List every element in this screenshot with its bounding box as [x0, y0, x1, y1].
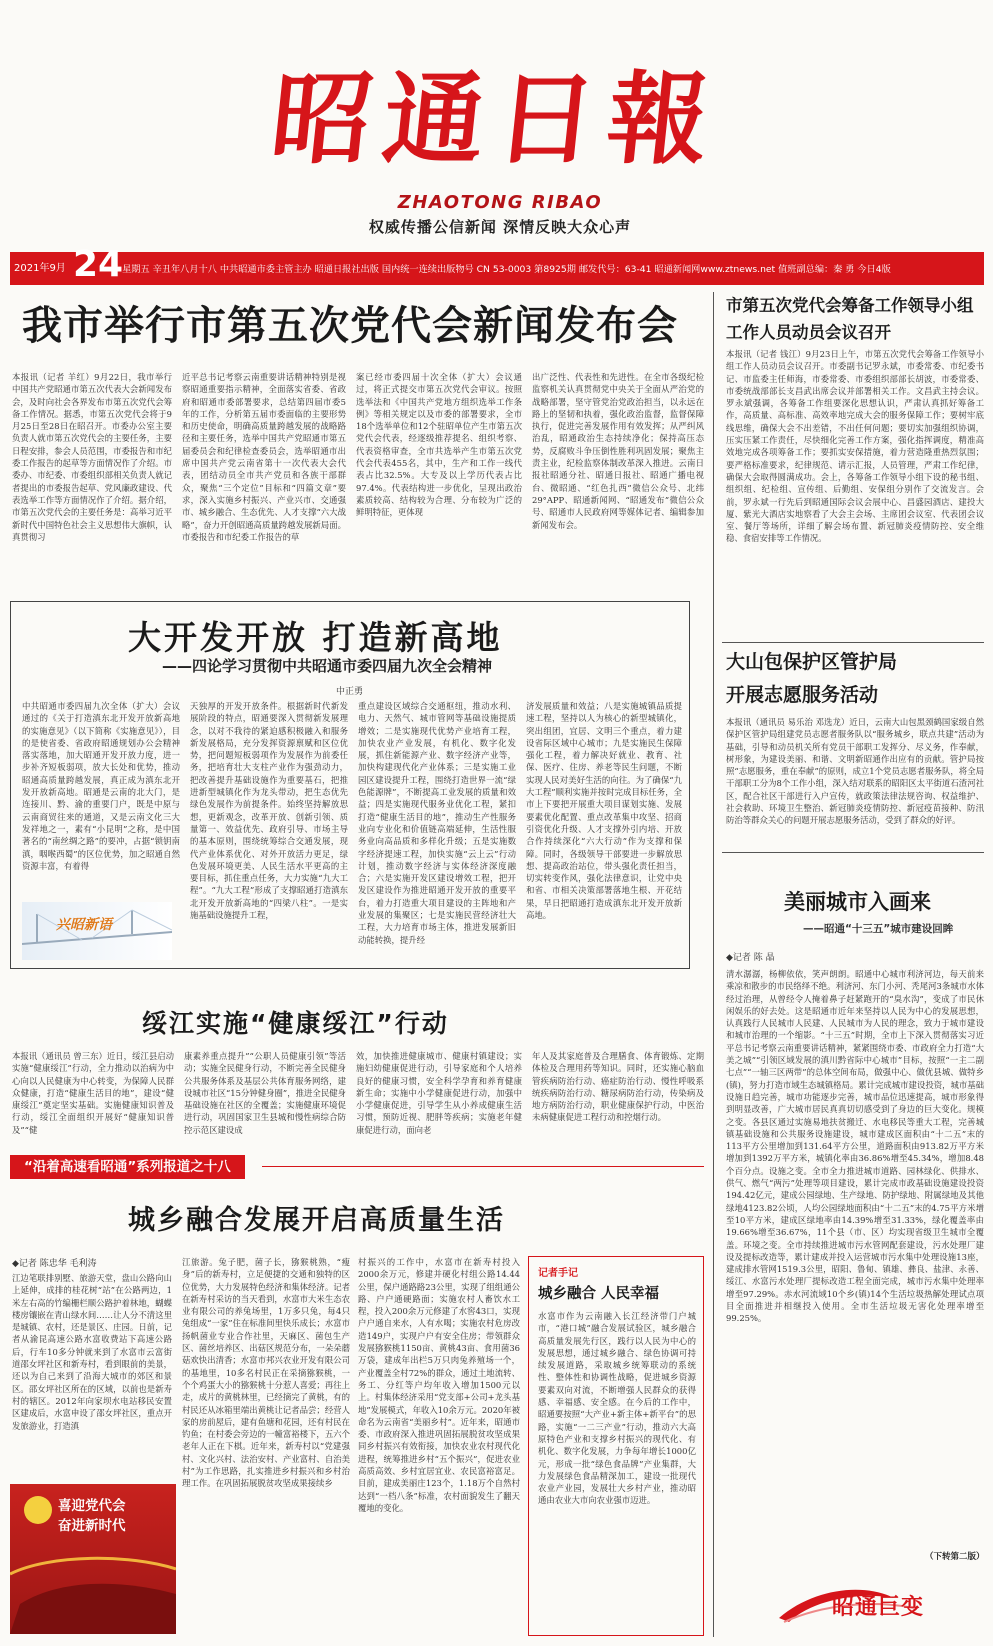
- city-reporter: ◆记者 陈 晶: [726, 953, 775, 963]
- lead-col-4: 出广泛性、代表性和先进性。在全市各级纪检监察机关认真贯彻党中央关于全面从严治党的战略部署，坚守管党治党政治担当，以永远在路上的坚韧和执着，强化政治监督，监督保障执行，促进完善发展作用有效发挥；从严纠风治乱，昭通政治生态持续净化；保持高压态势，反腐败斗争压倒性胜利巩固发展；聚焦主责主业，纪检监察体制改革深入推进。云南日报社昭通分社、昭通日报社、昭通广播电视台、微昭通、“红色扎西”微信公众号、北纬29°APP、昭通新闻网、“昭通发布”微信公众号、昭通市人民政府网等媒体记者、编辑参加新闻发布会。: [532, 372, 704, 530]
- column-divider: [713, 292, 714, 1637]
- editorial-col-4: 济发展质量和效益；八是实施城镇品质提速工程，坚持以人为核心的新型城镇化，突出组团，宜居、文明三个重点，着力建设省际区域中心城市；九是实施民生保障强化工程，着力解决好就业、教育、社保、医疗、住房、养老等民生问题，不断实现人民对美好生活的向往。为了确保“九大工程”顺利实施并按时完成目标任务，全市上下要把开展重大项目谋划实施、发展要素优化配置、重点改革集中攻坚、招商引资优化升级、人才支撑外引内培、开放合作持续深化“六大行动”作为支撑和保障。同时，各级领导干部要进一步解放思想、提高政治站位，带头强化责任担当，切实转变作风，强化法律意识，让党中央和省、市相关决策部署落地生根、开花结果，早日把昭通打造成滇东北开发开放新高地。: [526, 701, 682, 921]
- note-tag: 记者手记: [538, 1268, 578, 1279]
- side-rule-2: [722, 852, 984, 853]
- side1-headline: 市第五次党代会筹备工作领导小组 工作人员动员会议召开: [726, 296, 974, 342]
- side1-text: 本报讯（记者 钱江）9月23日上午，市第五次党代会筹备工作领导小组工作人员动员会议召开。市委副书记罗永斌，市委常委、市纪委书记、市监委主任师海，市委常委、市委组织部部长胡波，市委常委、市委统战部部长支昌武出席会议并部署相关工作。文昌武主持会议。罗永斌强调，各筹备工作组要深化思想认识，严肃认真抓好筹备工作，高质量、高标准、高效率地完成大会的服务保障工作；要树牢底线思维，确保大会不出差错，不出任何问题；要切实加强组织协调，压实压紧工作责任，尽快细化完善工作方案，强化指挥调度，精准高效地完成各项筹备工作；要抓实安保措施，着力营造隆重热烈氛围；要严格标准要求，纪律规范、请示汇报，人员管理，严肃工作纪律，确保大会取得圆满成功。会上，各筹备工作领导小组下设的秘书组、组织组、纪检组、宣传组、后勤组、安保组分别作了交流发言。会前，罗永斌一行先后到昭通国际会议会展中心、昌盛园酒店、建投大厦、紫光大酒店实地察看了大会主会场、主席团会议室、代表团会议室、餐厅等场所，详细了解会场布置、新冠肺炎疫情防控、安全维稳、食宿安排等工作情况。: [726, 349, 984, 544]
- city-subhead: ——昭通“十三五”城市建设回眸: [803, 923, 954, 935]
- series-tag: “沿着高速看昭通”系列报道之十八: [10, 1155, 245, 1179]
- city-text: 清水潺潺，杨柳依依，笑声朗朗。昭通中心城市利济河边，每天前来乘凉和散步的市民络绎不绝。利济河、东门小河、秃尾河3条城市水体经过治理，从曾经令人掩着鼻子赶紧跑开的“臭水沟”，变成了市民休闲娱乐的好去处。这是昭通市近年来坚持以人民为中心的发展思想，认真践行人民城市人民建、人民城市为人民的理念，致力于城市建设和城市治理的一个缩影。“十三五”时期，全市上下深入贯彻落实习近平总书记考察云南重要讲话精神，紧紧围绕市委、市政府全力打造“大美之城”“引领区域发展的滇川黔省际中心城市”目标，按照“一主二副七点”“一轴三区两带”的总体空间布局，做强中心、做优县城、做特乡(镇)，努力打造市域生态城镇格局。累计完成城市建设投资，城市基础设施日趋完善，城市功能逐步完善，城市品位迅速提高，城市形象得到明显改善，广大城市居民真真切切感受到了身边的巨大变化。规模之变。各县区通过实施易地扶贫搬迁、水电移民等重大工程，完善城镇基础设施和公共服务设施建设，城市建成区面积由“十二五”末的113平方公里增加到131.64平方公里，道路面积由913.82万平方米增加到1392万平方米，城镇化率由36.86%增至45.34%，增加8.48个百分点。设施之变。全市全力推进城市道路、园林绿化、供排水、供气、燃气“两污”处理等项目建设，累计完成市政基础设施建设投资194.42亿元，建成公园绿地、生产绿地、防护绿地、附属绿地及其他绿地4123.82公顷，人均公园绿地面积由“十二五”末的4.75平方米增至10平方米，建成区绿地率由14.39%增至31.33%，绿化覆盖率由19.66%增至36.67%，11个县（市、区）均实现省级卫生城市全覆盖。环境之变。全市持续推进城市污水管网配套建设，污水处理厂建设及提标改造等，累计建成并投入运营城市污水集中处理设施13座，建成排水管网1519.3公里，昭阳、鲁甸、镇雄、彝良、盐津、永善、绥江、水富污水处理厂提标改造工程全面完成，城市污水集中处理率增至97.29%。赤水河流域10个乡(镇)14个生活垃圾热解处理试点项目全面推进并相继投入使用。全市生活垃圾无害化处理率增至99.25%。: [726, 969, 984, 1324]
- city-headline: 美丽城市入画来: [784, 890, 931, 914]
- side2-headline: 大山包保护区管护局 开展志愿服务活动: [726, 651, 898, 706]
- continued-note: （下转第二版）: [925, 1552, 985, 1562]
- note-headline: 城乡融合 人民幸福: [538, 1286, 660, 1302]
- issue-info: 日 星期五 辛丑年八月十八 中共昭通市委主管主办 昭通日报社出版 国内统一连续出版物号 CN 53-0003 第8925期 邮发代号：63-41 昭通新闻网www.ztnews.net 值班副总编：秦 勇 今日4版: [110, 264, 891, 275]
- lead-col-2: 近平总书记考察云南重要讲话精神特别是视察昭通重要指示精神，全面落实省委、省政府和昭通市委部署要求，总结第四届市委5年的工作，分析第五届市委面临的主要形势和历史使命，明确高质量跨越发展的战略路径和主要任务，选举中国共产党昭通市第五届委员会和纪律检查委员会，选举昭通市出席中国共产党云南省第十一次代表大会代表，团结动员全市共产党员和各族干部群众，聚焦“三个定位”目标和“四篇文章”要求，深入实施乡村振兴、产业兴市、交通强市、城乡融合、生态优先、人才支撑“六大战略”，奋力开创昭通高质量跨越发展新局面。市委报告和市纪委工作报告的草: [182, 372, 346, 542]
- note-text: 水富市作为云南融入长江经济带门户城市，“港口城”融合发展试验区，城乡融合高质量发展先行区，践行以人民为中心的发展思想，通过城乡融合、绿色协调可持续发展道路，采取城乡统筹联动的系统性、整体性和协调性战略，促进城乡资源要素双向对流，不断增强人民群众的获得感、幸福感、安全感。在今后的工作中，昭通要按照“大产业+新主体+新平台”的思路，实施“一二三产业”行动，推动六大高原特色产业和支撑乡村振兴的现代化、有机化、数字化发展，力争每年增长1000亿元，形成一批“绿色食品牌”产业集群，大力发展绿色食品精深加工，建设一批现代农业产业园，发展壮大乡村产业，推动昭通由农业大市向农业强市迈进。: [538, 1311, 696, 1506]
- suijiang-col-2: 康素养重点提升”“公职人员健康引领”等活动；实施全民健身行动，不断完善全民健身公共服务体系及基层公共体育服务网络，建设城市社区“15分钟健身圈”，推进全民健身基础设施在社区的全覆盖；实施健康环境促进行动，巩固国家卫生县城和慢性病综合防控示范区建设成: [184, 1051, 346, 1135]
- side2-text: 本报讯（通讯员 易乐治 邓选龙）近日，云南大山包黑颈鹤国家级自然保护区管护局组建党员志愿者服务队以“服务城乡，联点共建”活动为基础，引导和动员机关所有党员干部职工发挥分、尽义务，作奉献，树形象，为建设美丽、和谐、文明新昭通作出应有的贡献。管护局按照“志愿服务，重在奉献”的原则，成立1个党员志愿者服务队，将全局干部职工分为8个工作小组，深入结对联系的昭阳区太平街道石渣河社区，配合社区干部进行入户宣传，就政策法律法规咨询、权益维护、社会救助、环境卫生整治、新冠肺炎疫情防控、新冠疫苗接种、防汛防治等群众关心的问题开展志愿服务活动，受到了群众的好评。: [726, 717, 984, 826]
- editorial-logo-text: 兴昭新语: [56, 917, 112, 933]
- suijiang-col-4: 年人及其家庭普及合理膳食、体育锻炼、定期体检及合理用药等知识。同时，还实施心脑血管疾病防治行动、癌症防治行动、慢性呼吸系统疾病防治行动、糖尿病防治行动，传染病及地方病防治行动，职业健康保护行动，中医治未病健康促进工程行动和控烟行动。: [532, 1051, 704, 1123]
- masthead-title: 昭通日報: [265, 60, 727, 178]
- city-logo-text: 昭通巨变: [832, 1595, 925, 1620]
- editorial-col-3: 重点建设区域综合交通枢纽，推动水利、电力、天然气、城市管网等基础设施提质增效；二是实施现代优势产业培育工程，加快农业产业发展，有机化、数字化发展，抓住新能源产业、数字经济产业等，加快构建现代化产业体系；三是实施工业园区建设提升工程，围绕打造世界一流“绿色能源牌”，不断提高工业发展的质量和效益；四是实施现代服务业优化工程，紧扣打造“健康生活目的地”，推动生产性服务业向专业化和价值链高端延伸，生活性服务业向高品质和多样化升级；五是实施数字经济提速工程，加快实施“云上云”行动计划，推动数字经济与实体经济深度融合；六是实施开发区建设增效工程，把开发区建设作为推进昭通开发开放的重要平台，着力打造重大项目建设的主阵地和产业发展的集聚区；七是实施民营经济壮大工程，大力培育市场主体，推进发展新旧动能转换，提升经: [358, 701, 516, 945]
- lead-col-1: 本报讯（记者 羊红）9月22日，我市举行中国共产党昭通市第五次代表大会新闻发布会，及时向社会各界发布市第五次党代会筹备工作情况。据悉，市第五次党代会将于9月25日至28日在昭召开。市委办公室主要负责人就市第五次党代会的主要任务，主要日程安排，参会人员范围，市委报告和市纪委工作报告的起草等方面情况作了介绍。市委办、市纪委、市委组织部相关负责人就记者提出的市委报告起草、党风廉政建设、代表选举工作等方面情况作了介绍。据介绍，市第五次党代会的主要任务是：高举习近平新时代中国特色社会主义思想伟大旗帜，认真贯彻习: [12, 372, 172, 542]
- masthead-slogan: 权威传播公信新闻 深情反映大众心声: [368, 218, 632, 236]
- editorial-author: 中正勇: [336, 687, 364, 697]
- series-headline: 城乡融合发展开启高质量生活: [128, 1205, 505, 1236]
- issue-day: 24: [73, 244, 124, 285]
- editorial-subhead: ——四论学习贯彻中共昭通市委四届九次全会精神: [162, 657, 493, 675]
- city-logo: [774, 1578, 984, 1628]
- series-col-3: 村振兴的工作中，水富市在新寿村投入2000余万元，修建并硬化村组公路14.44公里，保户通路路23公里，实现了组组通公路、户户通硬路面；实施农村人畜饮水工程，投入200余万元修建了水窖43口，实现户户通自来水，人有水喝；实施农村危房改造149户，实现户户有安全住房；带领群众发展猕猴桃1150亩、黄桃43亩、食用菌36万袋，建成年出栏5万只肉兔养殖场一个，产业覆盖全村72%的群众，通过土地流转、务工、分红等户均年收入增加1500元以上。村集体经济采用“党支部+公司+龙头基地”发展模式，年收入10余万元。2020年被命名为云南省“美丽乡村”。近年来，昭通市委、市政府深入推进巩固拓展脱贫攻坚成果同乡村振兴有效衔接，加快农业农村现代化进程，统筹推进乡村“五个振兴”，促进农业高质高效、乡村宜居宜业、农民富裕富足。目前，建成美丽庄123个，1.18万个自然村达到“一档八条”标准，农村面貌发生了翻天覆地的变化。: [358, 1257, 520, 1513]
- lead-col-3: 案已经市委四届十次全体（扩大）会议通过，将正式提交市第五次党代会审议。按照选举法和《中国共产党地方组织选举工作条例》等相关规定以及市委的部署要求，全市18个选举单位和12个驻昭单位产生市第五次党代会代表，经逐级推荐提名、组织考察、代表资格审查，全市共选举产生市第五次党代会代表455名，其中，生产和工作一线代表占比32.5%。大专及以上学历代表占比97.4%。代表结构进一步优化，呈现出政治素质较高、结构较为合理、分布较为广泛的鲜明特征，更体现: [356, 372, 522, 518]
- masthead-pinyin: ZHAOTONG RIBAO: [397, 192, 603, 213]
- party-banner: [10, 1484, 176, 1634]
- lead-headline: 我市举行市第五次党代会新闻发布会: [22, 303, 678, 349]
- info-bar: [10, 244, 984, 285]
- editorial-headline: 大开发开放 打造新高地: [128, 618, 503, 657]
- series-col-1: 江边笔联排别墅、旅游天堂，盘山公路向山上延伸，成排的桂花树“站”在公路两边，1米左右高的竹编栅栏顺公路护着林地，蝴蝶楼房镶嵌在青山绿水间……让人分不清这里是城镇、农村，还是景区、庄园。日前，记者从渝昆高速公路水富收费站下高速公路后，行车10多分钟就来到了水富市云富街道邵女坪社区和新寿村，看到眼前的美景，还以为自己来到了沿海大城市的郊区和景区。邵女坪社区所在的区域，以前也是新寿村的辖区。2012年向家坝水电站移民安置区建成后，水富申设了邵女坪社区，重点开发旅游业，打造滇: [12, 1273, 172, 1431]
- series-col-2: 江旅游。兔子肥，菌子长，猕猴桃熟，“瘦身”后的新寿村，立足便捷的交通和独特的区位优势，大力发展特色经济和集体经济。记者在新寿村采访的当天看到，水富市大米生态农业有限公司的养兔场里，1万多只兔，每4只兔组成“一家”住在标准间里快乐成长；水富市扬帆菌业专业合作社里，天麻区、菌包生产区、菌丝培养区、出菇区规范分布，一朵朵蘑菇欢快出清香；水富市邦兴农业开发有限公司的基地里，10多名村民正在采摘猕猴桃，一个个鸡蛋大小的猕猴桃十分惹人喜爱；再往上走，成片的黄桃林里，已经摘完了黄桃，有的村民还从冰箱里端出黄桃让记者品尝；经营人家的房前屋后，建有鱼塘和花园，还有村民在钓鱼；在村委会旁边的一幢富裕楼下，五六个老年人正在下棋。近年来，新寿村以“党建强村、文化兴村、法治安村、产业富村、自治美村”为工作思路，扎实推进乡村振兴和乡村治理工作。在巩固拓展脱贫攻坚成果接续乡: [182, 1257, 350, 1489]
- editorial-logo: [22, 902, 172, 960]
- editorial-col-1: 中共昭通市委四届九次全体（扩大）会议通过的《关于打造滇东北开发开放新高地的实施意见》（以下简称《实施意见》），目的是使省委、省政府昭通规划办公会精神落实落地，加大昭通开发开放力度，进一步补齐短板弱项，放大长处和优势，推动昭通高质量跨越发展，真正成为滇东北开发开放新高地。昭通是云南的北大门，是连接川、黔、渝的重要门户，既是中原与云南商贸往来的通道，又是云南文化三大发祥地之一，素有“小昆明”之称，是中国著名的“南丝绸之路”的要冲，占据“锁钥南滇，咽喉西蜀”的区位优势，加之昭通自然资源丰富，有着得: [22, 701, 180, 871]
- issue-date-prefix: 2021年9月: [14, 263, 66, 274]
- series-reporters: ◆记者 陈忠华 毛利涛: [12, 1259, 97, 1269]
- editorial-col-2: 天独厚的开发开放条件。根据新时代新发展阶段的特点，昭通要深入贯彻新发展理念，以对不我待的紧迫感积极融入和服务新发展格局，充分发挥资源禀赋和区位优势，把问题短板弱项作为发展作为前委任务，把培育壮大支柱产业作为强劲动力，把改善提升基础设施作为重要基石，把推进新型城镇化作为龙头带动，把生态优先绿色发展作为前提条件。始终坚持解放思想，更新观念，改革开放、创新引领、质量第一、效益优先、政府引导、市场主导的基本原则，围绕统筹综合交通发展，现代产业体系优化、对外开放活力更足，绿色发展环境更美、人民生活水平更高的主要目标，抓住重点任务，大力实施“九大工程”。“九大工程”形成了支撑昭通打造滇东北开发开放新高地的“四梁八柱”。一是实施基础设施提升工程，: [190, 701, 348, 921]
- banner-line-2: 奋进新时代: [58, 1518, 126, 1534]
- series-rule: [262, 1166, 704, 1167]
- side-rule-1: [722, 642, 984, 643]
- suijiang-col-1: 本报讯（通讯员 曾三东）近日，绥江县启动实施“健康绥江”行动，全力推动以治病为中心向以人民健康为中心转变，为保障人民群众健康，打造“健康生活目的地”，建设“健康绥江”奠定坚实基础。实施健康知识普及行动，绥江全面组织开展好“健康知识普及”“健: [12, 1051, 174, 1135]
- suijiang-headline: 绥江实施“健康绥江”行动: [142, 1009, 449, 1038]
- banner-line-1: 喜迎党代会: [58, 1498, 126, 1514]
- suijiang-col-3: 效，加快推进健康城市、健康村镇建设；实施妇幼健康促进行动，引导家庭和个人培养良好的健康习惯，安全科学孕育和养育健康新生命；实施中小学健康促进行动，加强中小学健康促进，引导学生从小养成健康生活习惯，预防近视、肥胖等疾病；实施老年健康促进行动，面向老: [356, 1051, 522, 1135]
